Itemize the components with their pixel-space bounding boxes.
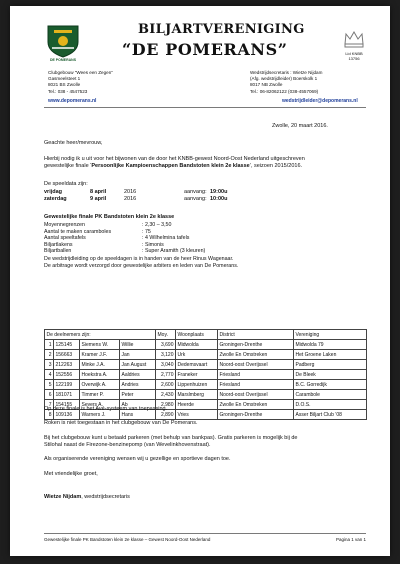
table-cell: 109136: [54, 410, 80, 420]
knbb-membership: Lid KNBB 13756: [345, 51, 363, 61]
table-cell: Zwolle En Omstreken: [218, 350, 294, 360]
detail-row: Aantal speeltafels : 4 Wilhelmina tafels: [44, 235, 190, 242]
table-cell: Urk: [176, 350, 218, 360]
table-cell: 156663: [54, 350, 80, 360]
header-divider: [44, 107, 366, 108]
table-row: [45, 370, 367, 380]
paragraph-line: Roken is niet toegestaan in het clubgebouw van De Pomerans.: [44, 420, 198, 427]
table-cell: Marslmberg: [176, 390, 218, 400]
table-cell: 3,690: [156, 340, 176, 350]
page-footer: [44, 537, 366, 542]
secretary-email-link[interactable]: wedstrijdleider@depomerans.nl: [282, 98, 358, 104]
club-title-line1: BILJARTVERENIGING: [138, 22, 305, 37]
finale-heading: Gewestelijke finale PK Bandstoten klein 2e klasse: [44, 214, 175, 220]
table-cell: 122199: [54, 380, 80, 390]
table-cell: 2: [45, 350, 54, 360]
table-cell: Aaldries: [120, 370, 156, 380]
footer-title: Gewestelijke finale PK Bandstoten klein 2e klasse – Gewest Noord-Oost Nederland: [44, 537, 211, 542]
table-cell: 212263: [54, 360, 80, 370]
schedule-heading: De speeldata zijn:: [44, 181, 88, 187]
table-row: [45, 360, 367, 370]
table-cell: Het Groene Laken: [294, 350, 367, 360]
table-cell: 7: [45, 400, 54, 410]
table-header-cell: Moy.: [156, 330, 176, 340]
table-cell: Jan: [120, 350, 156, 360]
table-cell: 2,980: [156, 400, 176, 410]
date-line: Zwolle, 20 maart 2016.: [272, 123, 328, 129]
table-cell: 3: [45, 360, 54, 370]
table-cell: 2,890: [156, 410, 176, 420]
secretary-address: Wedstrijdsecretaris : Wietze Nijdam (Afg. wedstrijdleider) Boerskolk 1 8017 NB Zwolle Tel.: 06-82062122 (038-4557069): [250, 70, 323, 94]
paragraph-line: Bij het clubgebouw kunt u betaald parkeren (met behulp van bankpas). Gratis parkeren is mogelijk bij de: [44, 434, 298, 441]
table-cell: Zwolle En Omstreken: [218, 400, 294, 410]
footer-divider: [44, 533, 366, 534]
referee-line: De arbitrage wordt verzorgd door gewestelijke arbiters en leden van De Pomerans.: [44, 263, 239, 269]
paragraph-spacer: [44, 428, 297, 435]
footer-page-number: Pagina 1 van 1: [335, 537, 366, 542]
crown-icon: [343, 30, 365, 48]
table-cell: 2,770: [156, 370, 176, 380]
table-cell: Peter: [120, 390, 156, 400]
greeting: Geachte heer/mevrouw,: [44, 140, 103, 146]
table-cell: 152556: [54, 370, 80, 380]
detail-row: Biljartlakens : Simonis: [44, 241, 164, 248]
club-address: Clubgebouw “Wees een Zegen” Gasmeelsteet 1 8021 BS Zwolle Tel.: 038 - 4547523: [48, 70, 113, 94]
logo-text: DE POMERANS: [49, 58, 77, 62]
table-cell: Padberg: [294, 360, 367, 370]
paragraph-line: Stilohal naast de Firezone-benzinepomp (van Wevelinkhovenstraat).: [44, 441, 211, 448]
table-cell: 4: [45, 370, 54, 380]
table-cell: Siemens W.: [80, 340, 120, 350]
table-cell: Vries: [176, 410, 218, 420]
table-cell: Franeker: [176, 370, 218, 380]
table-cell: 3,120: [156, 350, 176, 360]
table-cell: 8: [45, 410, 54, 420]
table-cell: Noord-oost Overijssel: [218, 390, 294, 400]
table-cell: Carambole: [294, 390, 367, 400]
paragraph-line: Als organiserende vereniging wensen wij u gezellige en sportieve dagen toe.: [44, 456, 231, 463]
table-header-row: [45, 330, 367, 340]
club-title-line2: “DE POMERANS”: [122, 40, 288, 59]
table-cell: Heerde: [176, 400, 218, 410]
table-cell: 125145: [54, 340, 80, 350]
table-cell: Kramer J.F.: [80, 350, 120, 360]
table-cell: 6: [45, 390, 54, 400]
table-cell: Groningen-Drenthe: [218, 410, 294, 420]
paragraph-spacer: [44, 464, 297, 471]
table-cell: 2,600: [156, 380, 176, 390]
table-cell: Midwolda 79: [294, 340, 367, 350]
table-row: [45, 380, 367, 390]
table-cell: Friesland: [218, 380, 294, 390]
paragraph-line: Met vriendelijke groet,: [44, 470, 98, 477]
table-cell: Asser Biljart Club ’08: [294, 410, 367, 420]
finale-details: [44, 222, 206, 255]
table-cell: De Bleek: [294, 370, 367, 380]
table-cell: Hoekstra A.: [80, 370, 120, 380]
paragraph-line: Op deze finale is het Avé-systeem van toepassing.: [44, 406, 168, 412]
table-cell: 154155: [54, 400, 80, 410]
table-cell: Ab: [120, 400, 156, 410]
table-cell: D.O.S.: [294, 400, 367, 410]
table-cell: Noord-oost Overijssel: [218, 360, 294, 370]
table-cell: Lippenhuizen: [176, 380, 218, 390]
table-cell: 181071: [54, 390, 80, 400]
table-header-cell: District: [218, 330, 294, 340]
table-cell: Minke J.A.: [80, 360, 120, 370]
signature: Wietze Nijdam, wedstrijdsecretaris: [44, 494, 130, 500]
table-header-cell: De deelnemers zijn:: [45, 330, 156, 340]
table-cell: Severs A.: [80, 400, 120, 410]
table-row: [45, 340, 367, 350]
table-cell: Andries: [120, 380, 156, 390]
table-cell: Groningen-Drenthe: [218, 340, 294, 350]
detail-row: Biljartballen : Super Aramith (3 kleuren): [44, 248, 206, 255]
table-cell: 5: [45, 380, 54, 390]
table-cell: 3,040: [156, 360, 176, 370]
table-cell: 1: [45, 340, 54, 350]
table-cell: Willie: [120, 340, 156, 350]
table-cell: Timmer P.: [80, 390, 120, 400]
paragraph-spacer: [44, 449, 297, 456]
website-link[interactable]: www.depomerans.nl: [48, 98, 97, 104]
detail-row: Moyennegrenzen : 2,30 – 3,50: [44, 222, 172, 228]
table-cell: Friesland: [218, 370, 294, 380]
table-cell: 2,430: [156, 390, 176, 400]
table-cell: Overwijk A.: [80, 380, 120, 390]
letter-page: DE POMERANS BILJARTVERENIGING “DE POMERANS” Lid KNBB 13756 Clubgebouw “Wees een Zegen” Gasmeelsteet 1 8021 BS Zwolle Tel.: 038 - 4547523 www.depomerans.nl Wedstrijdsecretaris : Wietze Nijdam (Afg. wedstrijdleider) Boerskolk 1 8017 NB Zwolle Tel.: 06-82062122 (038-4557069) wedstrijdleider@depomerans.nl Zwolle, 20 maart 2016. Geachte heer/mevrouw, Hierbij nodig ik u uit voor het bijwonen van de door het KNBB-gewest Noord-Oost Nederland uitgeschreven gewestelijke finale ‘Persoonlijke Kampioenschappen Bandstoten klein 2e klasse’, seizoen 2015/2016. De speeldata zijn: vrijdag 8 april 2016 aanvang: 19:00u zaterdag 9 april 2016 aanvang: 10:00u Gewestelijke finale PK Bandstoten klein 2e klasse Moyennegrenzen : 2,30 – 3,50 Aantal te maken caramboles : 75 Aantal speeltafels : 4 Wilhelmina tafels Biljartlakens : Simonis Biljartballen : Super Aramith (3 kleuren) De wedstrijdleiding op de speeldagen is in handen van de heer Rinus Wagenaar. De arbitrage wordt verzorgd door gewestelijke arbiters en leden van De Pomerans. De deelnemers zijn: Moy. Woonplaats District Vereniging 1 125145 Siemens W. Willie 3,690 Midwolda Groningen-Drenthe Midwolda 79 2 156663 Kramer J.F. Jan 3,120 Urk Zwolle En Omstreken Het Groene Laken 3 212263 Minke J.A. Jan August 3,040 Dedemsvaart Noord-oost Overijssel Padberg 4 152556 Hoekstra A. Aaldries 2,770 Franeker Friesland De Bleek 5 122199 Overwijk A. Andries 2,600 Lippenhuizen Friesland B.C. Gorredijk 6 181071 Timmer P. Peter 2,430 Marslmberg Noord-oost Overijssel Carambole 7 154155 Severs A. Ab 2,980 Heerde Zwolle En Omstreken D.O.S. 8 109136 Warners J. Hans 2,890 Vries Groningen-Drenthe Asser Biljart Club ’08 Op deze finale is het Avé-systeem van toepassing. Roken is niet toegestaan in het clubgebouw van De Pomerans. Bij het clubgebouw kunt u betaald parkeren (met behulp van bankpas). Gratis parkeren is mogelijk bij de Stilohal naast de Firezone-benzinepomp (van Wevelinkhovenstraat). Als organiserende vereniging wensen wij u gezellige en sportieve dagen toe. Met vriendelijke groet, Wietze Nijdam, wedstrijdsecretaris Gewestelijke finale PK Bandstoten klein 2e klasse – Gewest Noord-Oost Nederland Pagina 1 van 1: [10, 6, 390, 556]
table-row: [45, 350, 367, 360]
table-cell: Dedemsvaart: [176, 360, 218, 370]
table-header-cell: Vereniging: [294, 330, 367, 340]
club-shield-logo: [46, 24, 80, 58]
table-cell: Warners J.: [80, 410, 120, 420]
table-cell: B.C. Gorredijk: [294, 380, 367, 390]
table-cell: Hans: [120, 410, 156, 420]
table-row: [45, 390, 367, 400]
closing-paragraphs: [44, 406, 297, 478]
table-cell: Midwolda: [176, 340, 218, 350]
table-cell: Jan August: [120, 360, 156, 370]
detail-row: Aantal te maken caramboles : 75: [44, 228, 151, 235]
table-header-cell: Woonplaats: [176, 330, 218, 340]
paragraph-spacer: [44, 413, 297, 420]
intro-paragraph: Hierbij nodig ik u uit voor het bijwonen van de door het KNBB-gewest Noord-Oost Nederland uitgeschreven gewestelijke finale ‘Persoonlijke Kampioenschappen Bandstoten klein 2e klasse’, seizoen 2015/2016.: [44, 156, 305, 170]
leader-line: De wedstrijdleiding op de speeldagen is in handen van de heer Rinus Wagenaar.: [44, 256, 234, 262]
